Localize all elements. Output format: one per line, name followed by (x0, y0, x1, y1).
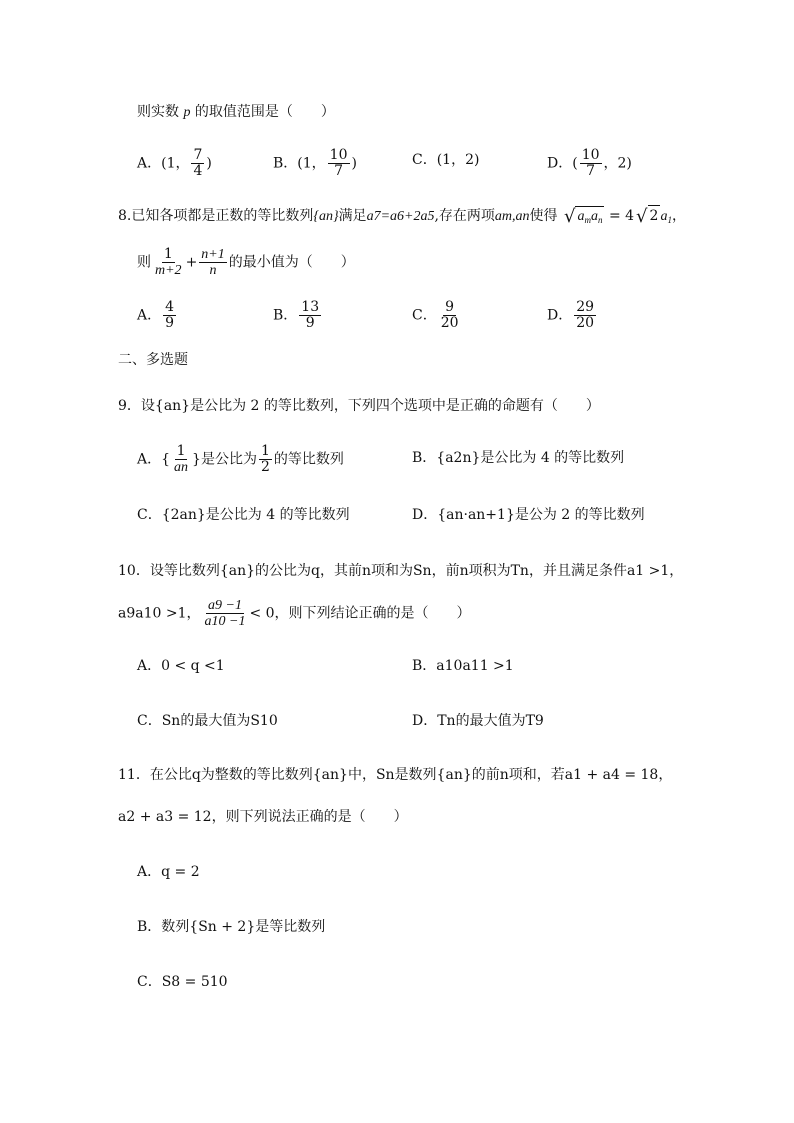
q9-a-den1: an (174, 460, 189, 475)
q7-d-den: 7 (586, 163, 596, 179)
q7-b-num: 10 (329, 147, 348, 163)
sqrt-symbol-2: √ (636, 206, 648, 227)
q7-a-num: 7 (193, 147, 203, 163)
q7-stem-end: 的取值范围是（ ） (194, 104, 335, 120)
q7-stem-text: 则实数 (137, 104, 179, 120)
q9-option-c: C．{2an}是公比为 4 的等比数列 (137, 507, 350, 523)
q8-a-label: A． (137, 307, 162, 324)
q8-c-num: 9 (445, 299, 455, 315)
q7-d-label: D．( (547, 155, 578, 172)
q8-d-den: 20 (576, 315, 595, 331)
q8-option-c (412, 300, 463, 331)
q8-a1: $a_1$ (660, 209, 672, 225)
q7-a-den: 4 (193, 163, 203, 179)
q8-frac2 (199, 247, 226, 278)
q8-stem-part1: 已知各项都是正数的等比数列 (131, 208, 314, 224)
q9-a-mid: }是公比为 (192, 451, 257, 468)
q8-option-a (137, 300, 178, 331)
sqrt-symbol: √ (564, 206, 576, 227)
q7-option-b (273, 148, 357, 179)
q9-stem: 9．设{an}是公比为 2 的等比数列，下列四个选项中是正确的命题有（ ） (118, 398, 600, 414)
q10-frac-den: a10 −1 (204, 614, 246, 629)
q8-f2-den: n (209, 263, 217, 278)
q8-sqrt-content: $a_ma_n$ (575, 206, 604, 230)
q8-c-den: 20 (440, 315, 459, 331)
q8-d-label: D． (547, 307, 573, 324)
q9-a-num1: 1 (176, 443, 186, 459)
q9-a-frac1 (172, 444, 190, 475)
q8-f2-num: n+1 (201, 247, 225, 262)
q8-c-frac (439, 300, 461, 331)
q11-option-b: B．数列{Sn + 2}是等比数列 (137, 919, 326, 935)
q8-frac1 (153, 247, 184, 278)
q8-condition: a7=a6+2a5 (366, 209, 435, 224)
q10-option-b: B．a10a11 >1 (412, 658, 514, 674)
q8-option-d (547, 300, 598, 331)
q7-b-frac (328, 148, 350, 179)
q8-eq-rhs: = 4 (608, 208, 635, 224)
q11-option-c: C．S8 = 510 (137, 974, 228, 990)
q8-d-num: 29 (576, 299, 595, 315)
q7-option-a (137, 148, 212, 179)
q7-option-d (547, 148, 632, 179)
q9-a-pre: A．{ (137, 451, 171, 468)
q10-line2-pre: a9a10 >1， (118, 605, 201, 622)
q7-option-c (412, 150, 479, 170)
q7-b-label: B．(1， (273, 155, 326, 172)
q8-stem-part2: 满足 (338, 208, 367, 224)
q8-stem-part3: ,存在两项 (434, 208, 495, 224)
q8-b-num: 13 (301, 299, 320, 315)
q10-option-c: C．Sn的最大值为S10 (137, 713, 278, 729)
q8-plus: + (185, 254, 198, 271)
q11-option-a: A．q = 2 (137, 864, 200, 880)
q11-stem-line2: a2 + a3 = 12，则下列说法正确的是（ ） (118, 809, 408, 825)
q7-b-close: ) (351, 155, 357, 172)
q9-option-b: B．{a2n}是公比为 4 的等比数列 (412, 450, 625, 466)
q9-a-frac2 (259, 444, 272, 475)
q8-stem-line1 (118, 205, 686, 230)
q9-a-post: 的等比数列 (273, 451, 344, 468)
q8-line2-post: 的最小值为（ ） (228, 254, 355, 271)
q8-c-label: C． (412, 307, 437, 324)
q9-option-a (137, 444, 344, 475)
q8-option-b (273, 300, 323, 331)
q8-stem-line2 (137, 247, 355, 278)
q10-option-d: D．Tn的最大值为T9 (412, 713, 544, 729)
q8-a-num: 4 (165, 299, 175, 315)
q8-line2-pre: 则 (137, 254, 151, 271)
q10-option-a: A．0 < q <1 (137, 658, 225, 674)
q8-sqrt2: 2 (648, 205, 661, 226)
q11-stem-line1: 11．在公比q为整数的等比数列{an}中，Sn是数列{an}的前n项和，若a1 + a4 = 18， (118, 767, 673, 783)
q10-line2-post: < 0，则下列结论正确的是（ ） (249, 605, 471, 622)
q7-var: p (183, 105, 191, 120)
q10-frac-num: a9 −1 (208, 598, 242, 613)
q8-b-label: B． (273, 307, 298, 324)
q8-seq: {an} (313, 209, 339, 224)
q8-number: 8. (118, 208, 132, 224)
q8-d-frac (574, 300, 596, 331)
q7-a-label: A．(1， (137, 155, 190, 172)
q7-d-frac (580, 148, 602, 179)
q7-stem (137, 102, 335, 123)
q9-a-den2: 2 (260, 459, 270, 475)
q9-a-num2: 1 (260, 443, 270, 459)
q7-c-label: C．(1，2) (412, 152, 480, 168)
q7-d-close: ，2) (603, 155, 632, 172)
q8-b-den: 9 (305, 315, 315, 331)
section-heading: 二、多选题 (118, 352, 188, 368)
q7-b-den: 7 (334, 163, 344, 179)
q8-stem-part5: ， (671, 208, 686, 224)
q8-a-frac (163, 300, 176, 331)
q7-d-num: 10 (581, 147, 600, 163)
q8-f1-den: m+2 (155, 263, 182, 278)
q10-stem-line2 (118, 598, 471, 629)
q8-terms: am,an (494, 209, 530, 224)
q8-b-frac (299, 300, 321, 331)
q7-a-close: ) (206, 155, 212, 172)
q10-stem-line1: 10．设等比数列{an}的公比为q，其前n项和为Sn，前n项积为Tn，并且满足条件a1 >1， (118, 563, 684, 579)
q9-option-d: D．{an·an+1}是公为 2 的等比数列 (412, 507, 645, 523)
q8-a-den: 9 (165, 315, 175, 331)
q10-frac (203, 598, 248, 629)
q8-f1-num: 1 (163, 246, 173, 262)
q7-a-frac (191, 148, 204, 179)
q8-stem-part4: 使得 (529, 208, 558, 224)
